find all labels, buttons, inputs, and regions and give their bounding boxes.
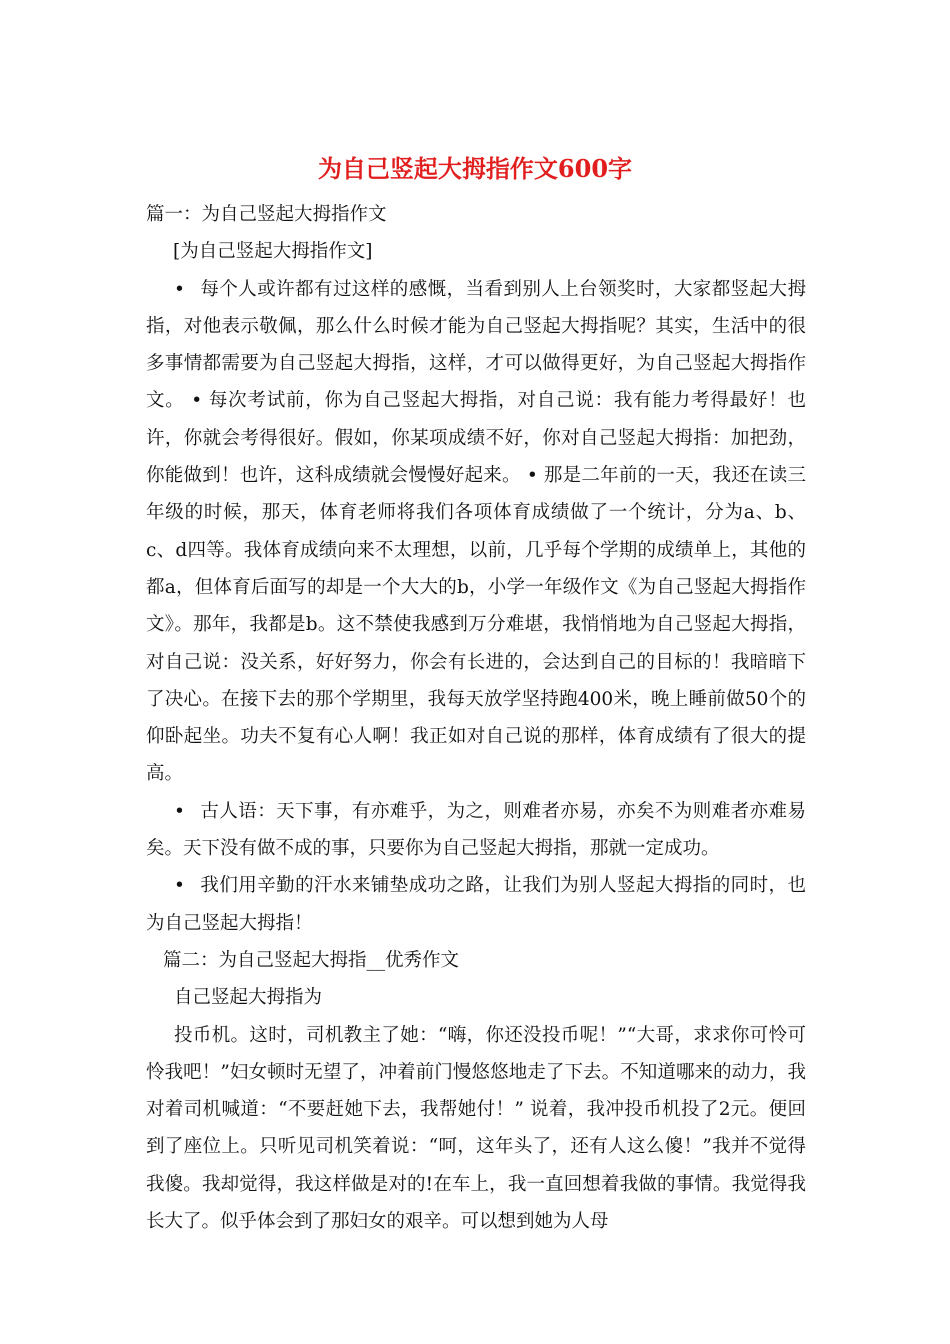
bullet-paragraph-1 bbox=[146, 271, 806, 793]
section-subtitle-1: [为自己竖起大拇指作文] bbox=[173, 241, 373, 263]
document-body bbox=[146, 196, 806, 1240]
section-subtitle-2: 自己竖起大拇指为 bbox=[174, 987, 323, 1009]
bullet-text: 每个人或许都有过这样的感慨，当看到别人上台领奖时，大家都竖起大拇指，对他表示敬佩，那么什么时候才能为自己竖起大拇指呢？其实，生活中的很多事情都需要为自己竖起大拇指，这样，才可以做得更好，为自己竖起大拇指作文。 • 每次考试前，你为自己竖起大拇指，对自己说：我有能力考得最好！也许，你就会考得很好。假如，你某项成绩不好，你对自己竖起大拇指：加把劲，你能做到！也许，这科成绩就会慢慢好起来。 • 那是二年前的一天，我还在读三年级的时候，那天，体育老师将我们各项体育成绩做了一个统计，分为a、b、c、d四等。我体育成绩向来不太理想，以前，几乎每个学期的成绩单上，其他的都a，但体育后面写的却是一个大大的b，小学一年级作文《为自己竖起大拇指作文》。那年，我都是b。这不禁使我感到万分难堪，我悄悄地为自己竖起大拇指，对自己说：没关系，好好努力，你会有长进的，会达到自己的目标的！我暗暗下了决心。在接下去的那个学期里，我每天放学坚持跑400米，晚上睡前做50个的仰卧起坐。功夫不复有心人啊！我正如对自己说的那样，体育成绩有了很大的提高。 bbox=[146, 278, 806, 785]
document-title: 为自己竖起大拇指作文600字 bbox=[317, 154, 633, 183]
section-heading-2: 篇二：为自己竖起大拇指__优秀作文 bbox=[163, 949, 460, 971]
bullet-paragraph-2 bbox=[146, 793, 806, 868]
bullet-text: 我们用辛勤的汗水来铺垫成功之路，让我们为别人竖起大拇指的同时，也为自己竖起大拇指！ bbox=[146, 875, 806, 934]
bullet-mark: • bbox=[174, 278, 185, 300]
body-paragraph: 投币机。这时，司机教主了她：“嗨，你还没投币呢！”“大哥，求求你可怜可怜我吧！”妇女顿时无望了，冲着前门慢悠悠地走了下去。不知道哪来的动力，我对着司机喊道：“不要赶她下去，我帮她付！” 说着，我冲投币机投了2元。便回到了座位上。只听见司机笑着说：“呵，这年头了，还有人这么傻！”我并不觉得我傻。我却觉得，我这样做是对的!在车上，我一直回想着我做的事情。我觉得我长大了。似乎体会到了那妇女的艰辛。可以想到她为人母 bbox=[146, 1024, 807, 1233]
bullet-paragraph-3 bbox=[146, 867, 806, 942]
section-heading-1: 篇一：为自己竖起大拇指作文 bbox=[146, 204, 387, 225]
bullet-mark: • bbox=[174, 875, 185, 897]
bullet-mark: • bbox=[174, 800, 185, 822]
bullet-text: 古人语：天下事，有亦难乎，为之，则难者亦易，亦矣不为则难者亦难易矣。天下没有做不成的事，只要你为自己竖起大拇指，那就一定成功。 bbox=[146, 800, 806, 860]
